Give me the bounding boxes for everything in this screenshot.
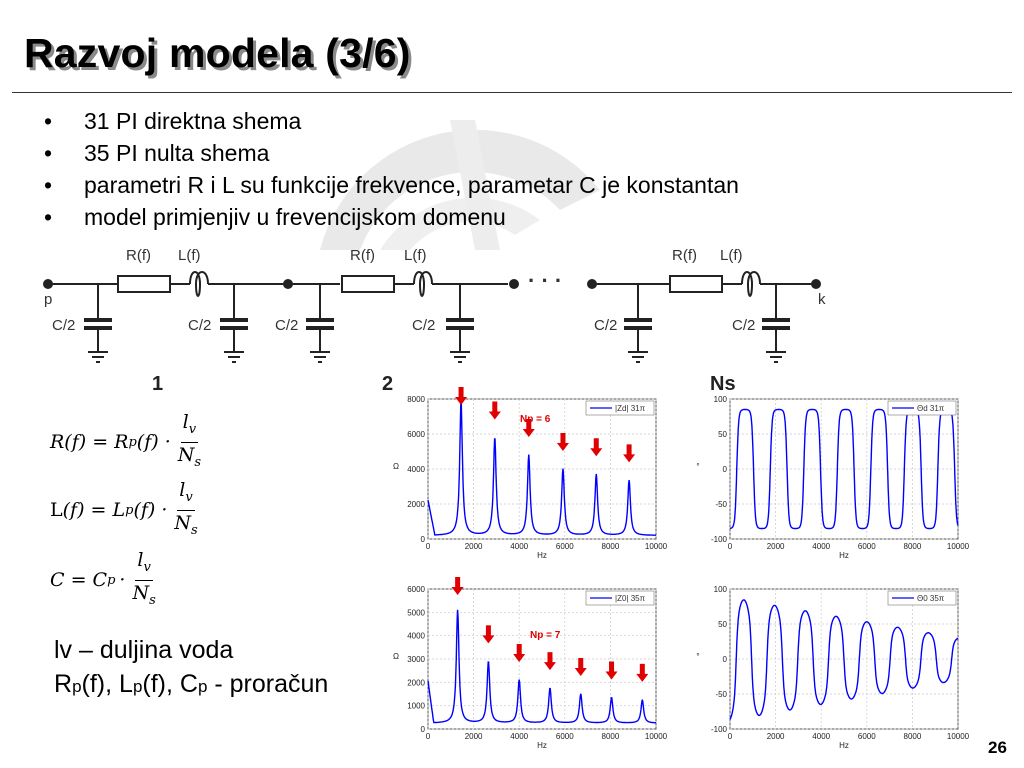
c2-label-6: C/2 xyxy=(732,317,756,334)
x-tick-label: 2000 xyxy=(766,732,785,741)
x-tick-label: 4000 xyxy=(510,732,529,741)
peak-arrow xyxy=(578,658,583,669)
y-tick-label: -100 xyxy=(710,535,727,544)
peak-arrow xyxy=(492,402,497,413)
y-tick-label: 50 xyxy=(718,620,727,629)
y-tick-label: -100 xyxy=(710,725,727,734)
eq-l-fraction xyxy=(172,478,199,543)
equation-l xyxy=(50,478,200,543)
x-tick-label: 10000 xyxy=(946,732,970,741)
x-tick-label: 10000 xyxy=(644,732,668,741)
x-tick-label: 10000 xyxy=(946,542,970,551)
y-tick-label: 0 xyxy=(420,535,425,544)
note-tail: - proračun xyxy=(207,670,329,698)
legend-label: Θd 31π xyxy=(917,404,945,413)
pi-circuit-diagram xyxy=(30,240,850,400)
eq-l-den: N xyxy=(174,511,191,534)
resonance-count-label: Np = 7 xyxy=(530,630,561,641)
bullet-text: 31 PI direktna shema xyxy=(84,108,302,134)
lf-label-2: L(f) xyxy=(404,247,427,264)
eq-c-fraction xyxy=(130,548,157,613)
x-tick-label: 10000 xyxy=(644,542,668,551)
section-label-2: 2 xyxy=(382,373,394,395)
bullet-dot: • xyxy=(44,172,53,198)
eq-l-sub: p xyxy=(125,502,134,518)
y-tick-label: 1000 xyxy=(407,701,425,711)
legend-label: |Zd| 31π xyxy=(615,404,646,413)
y-tick-label: -50 xyxy=(715,500,727,509)
legend-label: |Z0| 35π xyxy=(615,594,646,603)
note-line-length: lv – duljina voda xyxy=(54,636,234,664)
y-tick-label: 2000 xyxy=(407,678,425,688)
y-tick-label: 4000 xyxy=(407,465,425,474)
y-tick-label: 0 xyxy=(722,655,727,664)
eq-r-sub: p xyxy=(128,434,137,450)
y-tick-label: 4000 xyxy=(407,631,425,641)
y-tick-label: -50 xyxy=(715,690,727,699)
eq-c-den: N xyxy=(132,581,150,604)
y-axis-label: ° xyxy=(696,652,700,661)
y-axis-label: Ω xyxy=(393,462,399,471)
section-label-1: 1 xyxy=(152,373,164,395)
x-tick-label: 0 xyxy=(425,732,431,741)
eq-c-rhs: · xyxy=(119,569,126,592)
bullet-list xyxy=(44,105,739,233)
x-tick-label: 8000 xyxy=(903,542,922,551)
page-number: 26 xyxy=(988,738,1007,757)
x-axis-label: Hz xyxy=(537,741,547,750)
x-tick-label: 6000 xyxy=(857,542,876,551)
note-f1: (f), L xyxy=(81,670,133,698)
c2-label-5: C/2 xyxy=(594,317,618,334)
c2-label-1: C/2 xyxy=(52,317,76,334)
eq-c-sub: p xyxy=(107,572,116,588)
y-tick-label: 0 xyxy=(420,725,425,734)
note-p1: p xyxy=(72,677,82,696)
c2-label-2: C/2 xyxy=(188,317,212,334)
x-tick-label: 0 xyxy=(727,732,733,741)
equation-c xyxy=(50,548,158,613)
plot-thetad-31pi xyxy=(690,385,980,565)
peak-arrow xyxy=(486,625,491,636)
rf-label-3: R(f) xyxy=(672,247,697,264)
section-label-ns: Ns xyxy=(710,373,736,395)
eq-l-num-sub: v xyxy=(185,489,193,505)
y-tick-label: 50 xyxy=(718,430,727,439)
peak-arrow xyxy=(640,664,645,675)
eq-c-num-sub: v xyxy=(143,559,151,575)
eq-l-num: l xyxy=(179,479,186,501)
x-tick-label: 2000 xyxy=(464,732,483,741)
peak-arrow xyxy=(609,662,614,673)
x-axis-label: Hz xyxy=(839,551,849,560)
y-tick-label: 100 xyxy=(713,585,727,594)
bullet-text: 35 PI nulta shema xyxy=(84,140,270,166)
x-tick-label: 6000 xyxy=(857,732,876,741)
eq-c-num: l xyxy=(137,549,144,571)
x-axis-label: Hz xyxy=(839,741,849,750)
slide-title: Razvoj modela (3/6) xyxy=(24,30,411,76)
note-p2: p xyxy=(132,677,143,696)
eq-l-rhs: (f) · xyxy=(133,499,168,522)
y-axis-label: Ω xyxy=(393,652,399,661)
x-tick-label: 6000 xyxy=(555,542,574,551)
bullet-dot: • xyxy=(44,108,53,134)
y-tick-label: 0 xyxy=(722,465,727,474)
eq-r-den: N xyxy=(177,443,195,466)
resonance-count-label: Np = 6 xyxy=(520,414,551,425)
peak-arrow xyxy=(459,387,464,398)
y-tick-label: 3000 xyxy=(407,655,425,664)
x-axis-label: Hz xyxy=(537,551,547,560)
y-tick-label: 6000 xyxy=(407,430,425,439)
bullet-item xyxy=(44,137,739,169)
y-axis-label: ° xyxy=(696,462,700,471)
y-tick-label: 5000 xyxy=(407,608,425,618)
note-p3: p xyxy=(197,677,208,696)
eq-l-den-sub: s xyxy=(191,522,198,538)
peak-arrow xyxy=(517,644,522,655)
peak-arrow xyxy=(560,433,565,444)
y-tick-label: 6000 xyxy=(407,585,425,594)
legend-label: Θ0 35π xyxy=(917,594,945,603)
eq-r-num-sub: v xyxy=(188,421,197,437)
note-r: R xyxy=(54,670,73,698)
node-k-label: k xyxy=(818,291,826,308)
plot-theta0-35pi xyxy=(690,575,980,755)
c2-label-4: C/2 xyxy=(412,317,436,334)
bullet-dot: • xyxy=(44,140,53,166)
lf-label-3: L(f) xyxy=(720,247,743,264)
eq-l-lhs: (f) = L xyxy=(62,499,126,522)
continuation-dots: · · · xyxy=(528,268,563,293)
y-tick-label: 2000 xyxy=(407,500,425,509)
node-p-label: p xyxy=(44,291,53,308)
peak-arrow xyxy=(627,444,632,455)
eq-r-num: l xyxy=(182,411,189,433)
x-tick-label: 0 xyxy=(727,542,733,551)
x-tick-label: 8000 xyxy=(601,542,620,551)
bullet-text: model primjenjiv u frevencijskom domenu xyxy=(84,204,506,230)
bullet-item xyxy=(44,201,739,233)
eq-c-den-sub: s xyxy=(149,592,156,608)
eq-r-rhs: (f) · xyxy=(136,431,171,454)
c2-label-3: C/2 xyxy=(275,317,299,334)
eq-r-fraction xyxy=(176,410,203,475)
bullet-text: parametri R i L su funkcije frekvence, parametar C je konstantan xyxy=(84,172,739,198)
rf-label-1: R(f) xyxy=(126,247,151,264)
x-tick-label: 8000 xyxy=(601,732,620,741)
y-tick-label: 8000 xyxy=(407,395,425,404)
plot-zd-31pi xyxy=(388,385,678,565)
x-tick-label: 4000 xyxy=(510,542,529,551)
eq-l-lhs-up: L xyxy=(50,499,63,522)
y-tick-label: 100 xyxy=(713,395,727,404)
x-tick-label: 8000 xyxy=(903,732,922,741)
x-tick-label: 6000 xyxy=(555,732,574,741)
note-f2: (f), C xyxy=(142,670,198,698)
equation-r xyxy=(50,410,203,475)
x-tick-label: 4000 xyxy=(812,732,831,741)
peak-arrow xyxy=(547,652,552,663)
x-tick-label: 4000 xyxy=(812,542,831,551)
peak-arrow xyxy=(455,577,460,588)
rf-label-2: R(f) xyxy=(350,247,375,264)
eq-r-den-sub: s xyxy=(194,454,202,470)
eq-r-lhs: R(f) = R xyxy=(50,431,129,454)
peak-arrow xyxy=(594,438,599,449)
x-tick-label: 0 xyxy=(425,542,431,551)
x-tick-label: 2000 xyxy=(766,542,785,551)
bullet-item xyxy=(44,105,739,137)
lf-label-1: L(f) xyxy=(178,247,201,264)
eq-c-lhs: C = C xyxy=(50,569,108,592)
plot-z0-35pi xyxy=(388,575,678,755)
x-tick-label: 2000 xyxy=(464,542,483,551)
bullet-item xyxy=(44,169,739,201)
title-divider xyxy=(12,92,1012,93)
note-calculation xyxy=(54,670,328,699)
bullet-dot: • xyxy=(44,204,53,230)
